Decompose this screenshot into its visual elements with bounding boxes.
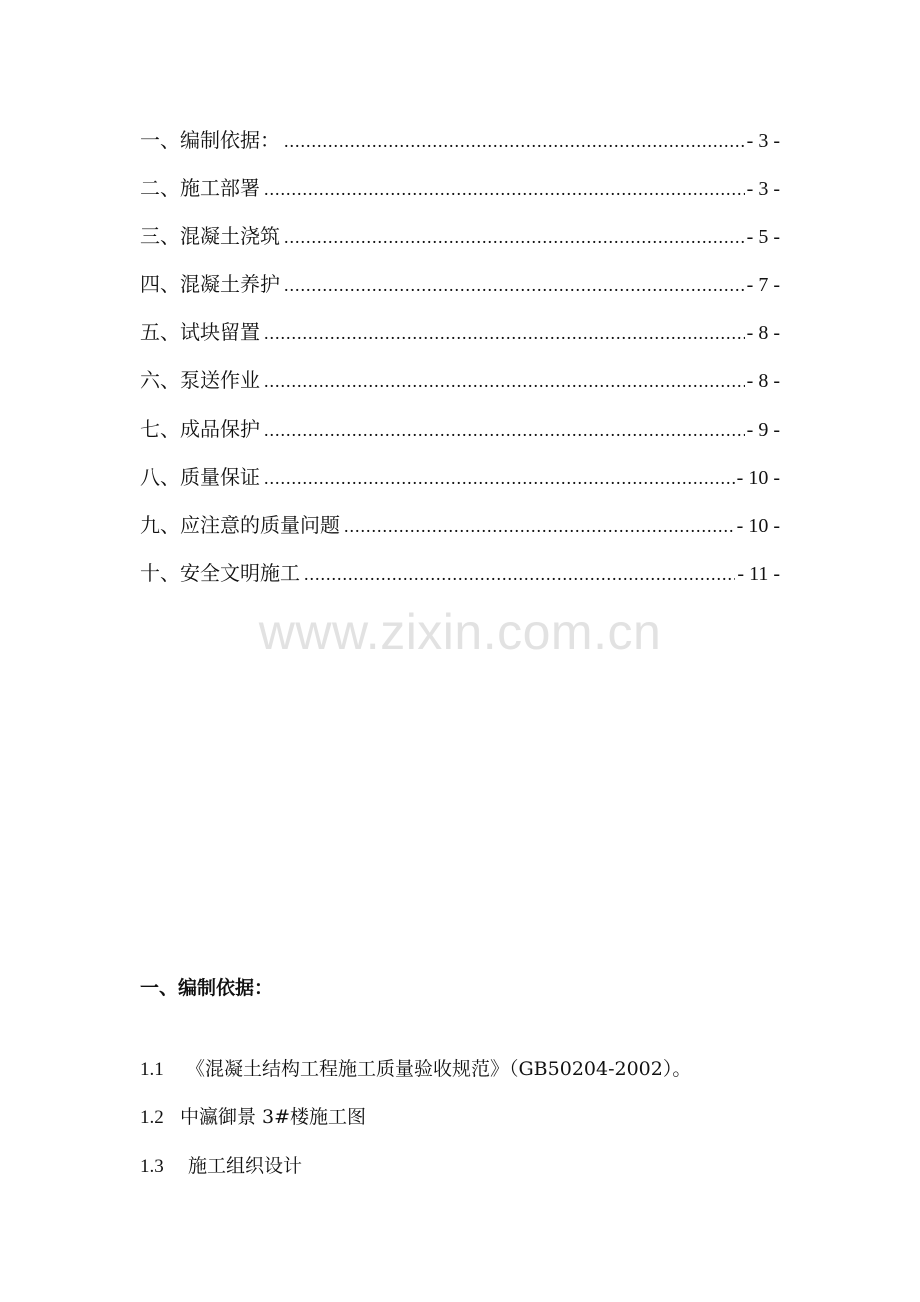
watermark: www.zixin.com.cn: [258, 604, 662, 660]
toc-dot-leader: [344, 502, 735, 549]
reference-item: [140, 1054, 691, 1081]
toc-entry[interactable]: [140, 308, 780, 356]
toc-dot-leader: [264, 309, 745, 356]
toc-entry-page: - 5 -: [746, 226, 780, 249]
toc-dot-leader: [264, 454, 735, 501]
toc-entry[interactable]: [140, 116, 780, 164]
reference-text: 施工组织设计: [188, 1155, 303, 1177]
toc-entry-page: - 8 -: [746, 322, 780, 345]
toc-entry-page: - 10 -: [736, 466, 780, 489]
toc-dot-leader: [264, 165, 745, 212]
toc-entry-page: - 7 -: [746, 274, 780, 297]
reference-number: 1.2: [140, 1107, 164, 1128]
toc-entry[interactable]: [140, 356, 780, 404]
toc-entry[interactable]: [140, 549, 780, 597]
toc-entry-page: - 9 -: [746, 418, 780, 441]
toc-entry-label: 四、混凝土养护: [140, 272, 280, 297]
toc-dot-leader: [264, 357, 745, 404]
toc-entry-label: 二、施工部署: [140, 176, 260, 201]
reference-item: [140, 1151, 302, 1178]
table-of-contents: [140, 116, 780, 597]
toc-entry[interactable]: [140, 405, 780, 453]
toc-dot-leader: [284, 261, 745, 308]
toc-entry-label: 十、安全文明施工: [140, 560, 300, 585]
reference-item: [140, 1102, 366, 1129]
toc-entry[interactable]: [140, 164, 780, 212]
toc-entry-page: - 11 -: [737, 562, 780, 585]
toc-entry-label: 九、应注意的质量问题: [140, 512, 340, 537]
reference-text: 中瀛御景 3#楼施工图: [180, 1106, 367, 1128]
toc-entry[interactable]: [140, 260, 780, 308]
reference-text: 《混凝土结构工程施工质量验收规范》（GB50204-2002）。: [186, 1058, 692, 1080]
toc-entry-label: 五、试块留置: [140, 320, 260, 345]
toc-entry[interactable]: [140, 212, 780, 260]
toc-entry-label: 三、混凝土浇筑: [140, 224, 280, 249]
toc-dot-leader: [284, 117, 745, 164]
toc-entry-page: - 10 -: [736, 514, 780, 537]
toc-entry-label: 七、成品保护: [140, 416, 260, 441]
toc-entry-label: 六、泵送作业: [140, 368, 260, 393]
toc-entry-label: 一、编制依据：: [140, 128, 280, 152]
toc-dot-leader: [284, 213, 745, 260]
toc-entry-label: 八、质量保证: [140, 464, 260, 489]
toc-entry-page: - 3 -: [746, 178, 780, 201]
toc-entry[interactable]: [140, 501, 780, 549]
reference-number: 1.1: [140, 1059, 164, 1080]
toc-dot-leader: [264, 406, 745, 453]
toc-entry-page: - 8 -: [746, 370, 780, 393]
section-heading: 一、编制依据：: [140, 977, 274, 999]
reference-number: 1.3: [140, 1156, 164, 1177]
toc-entry[interactable]: [140, 453, 780, 501]
toc-entry-page: - 3 -: [746, 130, 780, 152]
toc-dot-leader: [304, 550, 735, 597]
